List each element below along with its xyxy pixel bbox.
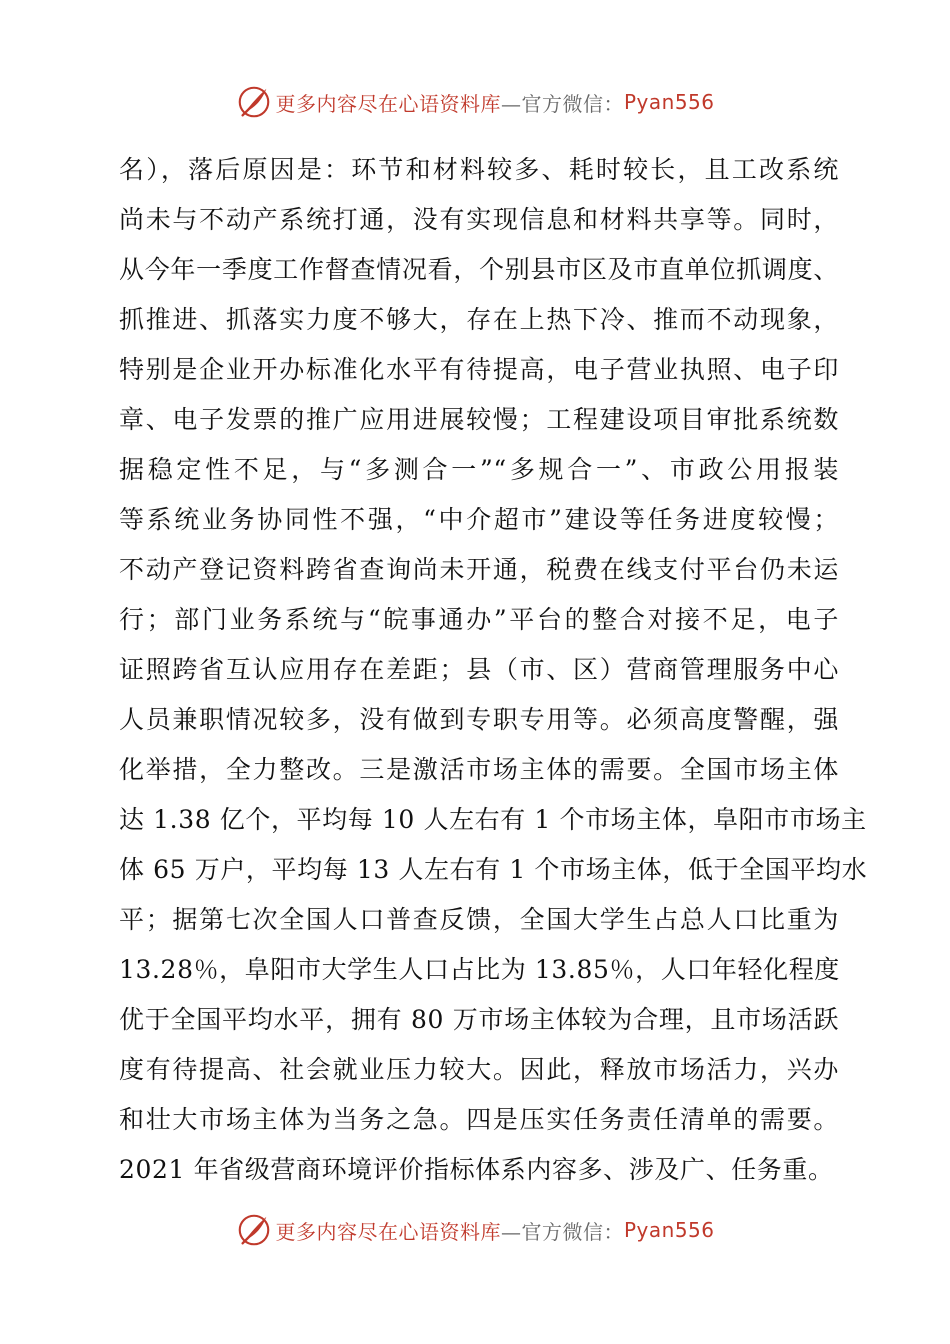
text-line: 2021 年省级营商环境评价指标体系内容多、涉及广、任务重。 — [119, 1155, 834, 1184]
text-line: 体 65 万户，平均每 13 人左右有 1 个市场主体，低于全国平均水 — [119, 855, 868, 884]
banner-text-separator: —官方微信： — [500, 1219, 624, 1244]
text-line: 等系统业务协同性不强，“中介超市”建设等任务进度较慢； — [119, 505, 839, 534]
text-line: 据稳定性不足，与“多测合一”“多规合一”、市政公用报装 — [119, 455, 839, 484]
text-line: 名），落后原因是：环节和材料较多、耗时较长，且工改系统 — [119, 155, 839, 184]
text-line: 不动产登记资料跨省查询尚未开通，税费在线支付平台仍未运 — [119, 555, 839, 584]
text-line: 优于全国平均水平，拥有 80 万市场主体较为合理，且市场活跃 — [119, 1005, 839, 1034]
text-line: 尚未与不动产系统打通，没有实现信息和材料共享等。同时， — [119, 205, 839, 234]
text-line: 特别是企业开办标准化水平有待提高，电子营业执照、电子印 — [119, 355, 839, 384]
text-line: 证照跨省互认应用存在差距；县（市、区）营商管理服务中心 — [119, 655, 839, 684]
text-line: 章、电子发票的推广应用进展较慢；工程建设项目审批系统数 — [119, 405, 839, 434]
text-line: 达 1.38 亿个，平均每 10 人左右有 1 个市场主体，阜阳市市场主 — [119, 805, 867, 834]
banner-text-main: 更多内容尽在心语资料库 — [275, 1219, 501, 1244]
text-line: 抓推进、抓落实力度不够大，存在上热下冷、推而不动现象， — [119, 305, 839, 334]
quill-logo-icon — [235, 83, 273, 121]
text-line: 人员兼职情况较多，没有做到专职专用等。必须高度警醒，强 — [119, 705, 839, 734]
text-line: 度有待提高、社会就业压力较大。因此，释放市场活力，兴办 — [119, 1055, 839, 1084]
text-line: 化举措，全力整改。三是激活市场主体的需要。全国市场主体 — [119, 755, 839, 784]
quill-logo-icon — [235, 1211, 273, 1249]
text-line: 行；部门业务系统与“皖事通办”平台的整合对接不足，电子 — [119, 605, 839, 634]
banner-text-main: 更多内容尽在心语资料库 — [275, 91, 501, 116]
document-body — [119, 145, 868, 1195]
text-line: 13.28％，阜阳市大学生人口占比为 13.85％，人口年轻化程度 — [119, 955, 840, 984]
text-line: 平；据第七次全国人口普查反馈，全国大学生占总人口比重为 — [119, 905, 839, 934]
banner-text-separator: —官方微信： — [500, 91, 624, 116]
banner-text-wechat-id: Pyan556 — [623, 1218, 715, 1242]
text-line: 从今年一季度工作督查情况看，个别县市区及市直单位抓调度、 — [119, 255, 839, 284]
banner-text-wechat-id: Pyan556 — [623, 90, 715, 114]
text-line: 和壮大市场主体为当务之急。四是压实任务责任清单的需要。 — [119, 1105, 839, 1134]
footer-watermark-banner — [0, 1210, 950, 1250]
header-watermark-banner — [0, 82, 950, 122]
